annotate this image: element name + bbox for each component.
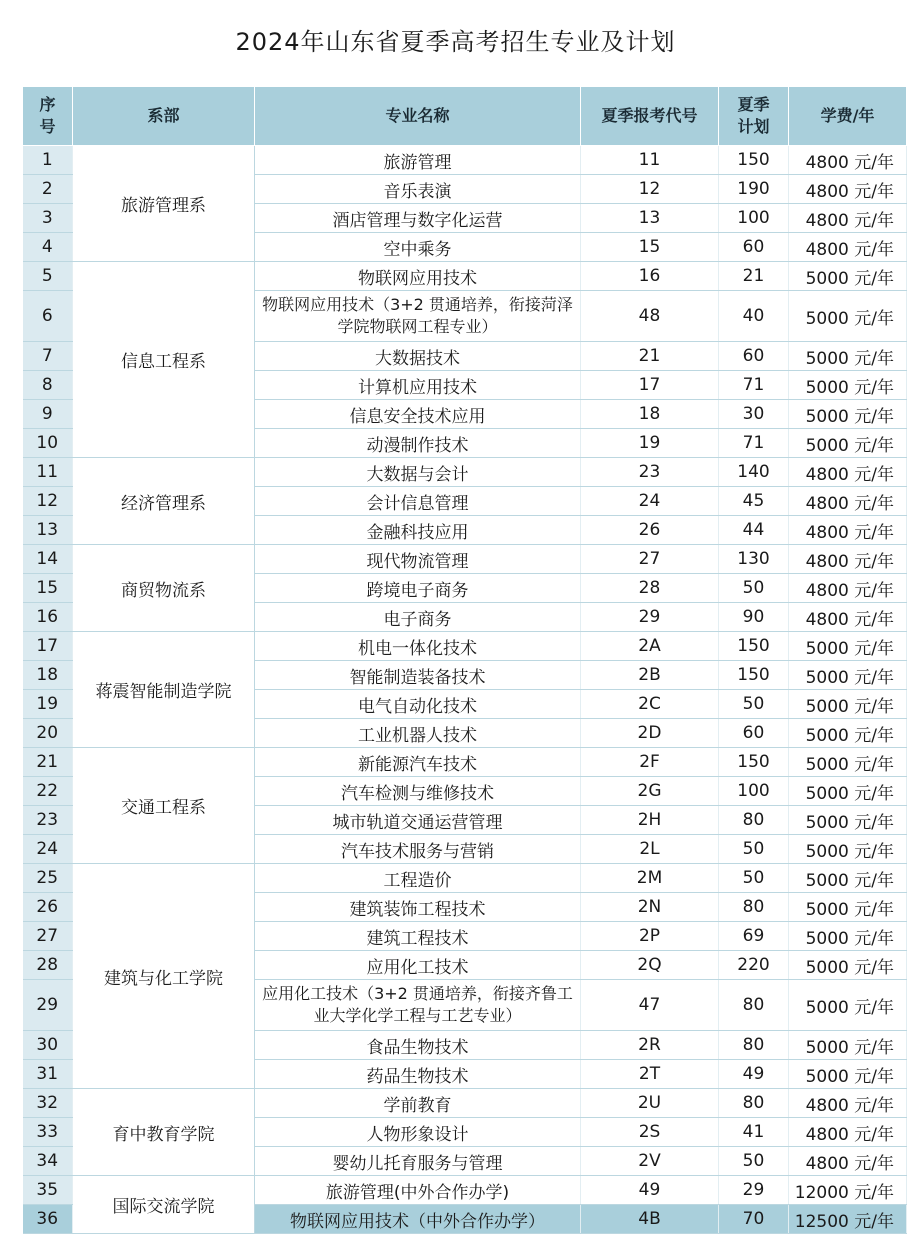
row-number: 24	[23, 835, 73, 864]
table-row	[23, 864, 907, 893]
exam-code: 2L	[581, 835, 719, 864]
plan-count: 140	[719, 458, 789, 487]
exam-code: 23	[581, 458, 719, 487]
major-name: 智能制造装备技术	[255, 661, 581, 690]
table-header-row	[23, 87, 907, 146]
tuition-fee: 4800 元/年	[789, 545, 907, 574]
row-number: 26	[23, 893, 73, 922]
major-name: 大数据与会计	[255, 458, 581, 487]
plan-count: 60	[719, 342, 789, 371]
exam-code: 17	[581, 371, 719, 400]
row-number: 23	[23, 806, 73, 835]
major-name: 新能源汽车技术	[255, 748, 581, 777]
tuition-fee: 4800 元/年	[789, 603, 907, 632]
row-number: 36	[23, 1205, 73, 1234]
tuition-fee: 5000 元/年	[789, 806, 907, 835]
header-code: 夏季报考代号	[581, 87, 719, 146]
plan-count: 100	[719, 204, 789, 233]
plan-count: 80	[719, 980, 789, 1031]
exam-code: 28	[581, 574, 719, 603]
tuition-fee: 5000 元/年	[789, 429, 907, 458]
tuition-fee: 5000 元/年	[789, 922, 907, 951]
major-name: 建筑装饰工程技术	[255, 893, 581, 922]
plan-count: 60	[719, 719, 789, 748]
plan-count: 50	[719, 835, 789, 864]
tuition-fee: 4800 元/年	[789, 175, 907, 204]
exam-code: 2N	[581, 893, 719, 922]
plan-count: 70	[719, 1205, 789, 1234]
row-number: 11	[23, 458, 73, 487]
plan-count: 50	[719, 1147, 789, 1176]
tuition-fee: 5000 元/年	[789, 1060, 907, 1089]
major-name: 电子商务	[255, 603, 581, 632]
tuition-fee: 5000 元/年	[789, 342, 907, 371]
major-name: 旅游管理(中外合作办学)	[255, 1176, 581, 1205]
plan-count: 100	[719, 777, 789, 806]
row-number: 31	[23, 1060, 73, 1089]
exam-code: 24	[581, 487, 719, 516]
tuition-fee: 5000 元/年	[789, 262, 907, 291]
plan-count: 80	[719, 806, 789, 835]
major-name: 物联网应用技术（3+2 贯通培养，衔接菏泽学院物联网工程专业）	[255, 291, 581, 342]
table-row	[23, 146, 907, 175]
tuition-fee: 5000 元/年	[789, 835, 907, 864]
department-cell: 信息工程系	[73, 262, 255, 458]
exam-code: 2U	[581, 1089, 719, 1118]
tuition-fee: 5000 元/年	[789, 661, 907, 690]
tuition-fee: 5000 元/年	[789, 719, 907, 748]
tuition-fee: 5000 元/年	[789, 980, 907, 1031]
tuition-fee: 5000 元/年	[789, 690, 907, 719]
row-number: 10	[23, 429, 73, 458]
plan-count: 21	[719, 262, 789, 291]
plan-count: 69	[719, 922, 789, 951]
major-name: 酒店管理与数字化运营	[255, 204, 581, 233]
row-number: 9	[23, 400, 73, 429]
row-number: 32	[23, 1089, 73, 1118]
department-cell: 交通工程系	[73, 748, 255, 864]
plan-count: 150	[719, 146, 789, 175]
exam-code: 26	[581, 516, 719, 545]
exam-code: 27	[581, 545, 719, 574]
major-name: 食品生物技术	[255, 1031, 581, 1060]
major-name: 音乐表演	[255, 175, 581, 204]
row-number: 13	[23, 516, 73, 545]
row-number: 22	[23, 777, 73, 806]
exam-code: 2C	[581, 690, 719, 719]
major-name: 人物形象设计	[255, 1118, 581, 1147]
table-body	[23, 146, 907, 1234]
exam-code: 2G	[581, 777, 719, 806]
table-row	[23, 545, 907, 574]
row-number: 12	[23, 487, 73, 516]
row-number: 6	[23, 291, 73, 342]
exam-code: 29	[581, 603, 719, 632]
row-number: 18	[23, 661, 73, 690]
department-cell: 国际交流学院	[73, 1176, 255, 1234]
exam-code: 2S	[581, 1118, 719, 1147]
exam-code: 2F	[581, 748, 719, 777]
plan-count: 220	[719, 951, 789, 980]
exam-code: 2B	[581, 661, 719, 690]
tuition-fee: 4800 元/年	[789, 1089, 907, 1118]
tuition-fee: 5000 元/年	[789, 864, 907, 893]
header-no: 序号	[23, 87, 73, 146]
plan-count: 90	[719, 603, 789, 632]
enrollment-table	[22, 86, 907, 1234]
tuition-fee: 12000 元/年	[789, 1176, 907, 1205]
row-number: 21	[23, 748, 73, 777]
tuition-fee: 5000 元/年	[789, 748, 907, 777]
row-number: 14	[23, 545, 73, 574]
major-name: 汽车技术服务与营销	[255, 835, 581, 864]
exam-code: 21	[581, 342, 719, 371]
plan-count: 50	[719, 574, 789, 603]
exam-code: 2P	[581, 922, 719, 951]
major-name: 学前教育	[255, 1089, 581, 1118]
row-number: 17	[23, 632, 73, 661]
major-name: 汽车检测与维修技术	[255, 777, 581, 806]
major-name: 会计信息管理	[255, 487, 581, 516]
plan-count: 80	[719, 893, 789, 922]
tuition-fee: 4800 元/年	[789, 516, 907, 545]
exam-code: 48	[581, 291, 719, 342]
tuition-fee: 5000 元/年	[789, 893, 907, 922]
major-name: 电气自动化技术	[255, 690, 581, 719]
plan-count: 71	[719, 429, 789, 458]
table-row	[23, 748, 907, 777]
major-name: 空中乘务	[255, 233, 581, 262]
major-name: 应用化工技术（3+2 贯通培养，衔接齐鲁工业大学化学工程与工艺专业）	[255, 980, 581, 1031]
header-fee: 学费/年	[789, 87, 907, 146]
tuition-fee: 4800 元/年	[789, 487, 907, 516]
exam-code: 2T	[581, 1060, 719, 1089]
tuition-fee: 5000 元/年	[789, 400, 907, 429]
tuition-fee: 5000 元/年	[789, 291, 907, 342]
row-number: 28	[23, 951, 73, 980]
plan-count: 71	[719, 371, 789, 400]
major-name: 大数据技术	[255, 342, 581, 371]
exam-code: 47	[581, 980, 719, 1031]
exam-code: 2V	[581, 1147, 719, 1176]
major-name: 计算机应用技术	[255, 371, 581, 400]
plan-count: 50	[719, 690, 789, 719]
tuition-fee: 5000 元/年	[789, 632, 907, 661]
tuition-fee: 5000 元/年	[789, 951, 907, 980]
tuition-fee: 12500 元/年	[789, 1205, 907, 1234]
major-name: 工业机器人技术	[255, 719, 581, 748]
plan-count: 150	[719, 748, 789, 777]
exam-code: 2M	[581, 864, 719, 893]
plan-count: 60	[719, 233, 789, 262]
plan-count: 80	[719, 1089, 789, 1118]
plan-count: 190	[719, 175, 789, 204]
major-name: 药品生物技术	[255, 1060, 581, 1089]
table-row	[23, 1089, 907, 1118]
exam-code: 4B	[581, 1205, 719, 1234]
plan-count: 45	[719, 487, 789, 516]
major-name: 信息安全技术应用	[255, 400, 581, 429]
plan-count: 130	[719, 545, 789, 574]
exam-code: 12	[581, 175, 719, 204]
exam-code: 15	[581, 233, 719, 262]
row-number: 30	[23, 1031, 73, 1060]
exam-code: 2A	[581, 632, 719, 661]
tuition-fee: 4800 元/年	[789, 146, 907, 175]
row-number: 20	[23, 719, 73, 748]
department-cell: 建筑与化工学院	[73, 864, 255, 1089]
department-cell: 育中教育学院	[73, 1089, 255, 1176]
major-name: 物联网应用技术（中外合作办学）	[255, 1205, 581, 1234]
major-name: 现代物流管理	[255, 545, 581, 574]
major-name: 应用化工技术	[255, 951, 581, 980]
department-cell: 经济管理系	[73, 458, 255, 545]
plan-count: 40	[719, 291, 789, 342]
major-name: 建筑工程技术	[255, 922, 581, 951]
major-name: 婴幼儿托育服务与管理	[255, 1147, 581, 1176]
tuition-fee: 4800 元/年	[789, 458, 907, 487]
row-number: 19	[23, 690, 73, 719]
exam-code: 13	[581, 204, 719, 233]
tuition-fee: 5000 元/年	[789, 777, 907, 806]
major-name: 金融科技应用	[255, 516, 581, 545]
plan-count: 80	[719, 1031, 789, 1060]
page-title: 2024年山东省夏季高考招生专业及计划	[235, 28, 676, 56]
row-number: 7	[23, 342, 73, 371]
plan-count: 29	[719, 1176, 789, 1205]
row-number: 8	[23, 371, 73, 400]
tuition-fee: 4800 元/年	[789, 204, 907, 233]
exam-code: 2Q	[581, 951, 719, 980]
row-number: 4	[23, 233, 73, 262]
row-number: 27	[23, 922, 73, 951]
table-row	[23, 262, 907, 291]
exam-code: 2R	[581, 1031, 719, 1060]
plan-count: 50	[719, 864, 789, 893]
major-name: 动漫制作技术	[255, 429, 581, 458]
department-cell: 商贸物流系	[73, 545, 255, 632]
table-row	[23, 632, 907, 661]
major-name: 旅游管理	[255, 146, 581, 175]
tuition-fee: 5000 元/年	[789, 371, 907, 400]
tuition-fee: 5000 元/年	[789, 1031, 907, 1060]
tuition-fee: 4800 元/年	[789, 574, 907, 603]
tuition-fee: 4800 元/年	[789, 1147, 907, 1176]
major-name: 跨境电子商务	[255, 574, 581, 603]
exam-code: 2D	[581, 719, 719, 748]
row-number: 33	[23, 1118, 73, 1147]
row-number: 5	[23, 262, 73, 291]
exam-code: 2H	[581, 806, 719, 835]
department-cell: 旅游管理系	[73, 146, 255, 262]
plan-count: 150	[719, 661, 789, 690]
row-number: 35	[23, 1176, 73, 1205]
plan-count: 150	[719, 632, 789, 661]
exam-code: 18	[581, 400, 719, 429]
row-number: 3	[23, 204, 73, 233]
exam-code: 11	[581, 146, 719, 175]
table-row	[23, 1176, 907, 1205]
row-number: 2	[23, 175, 73, 204]
major-name: 工程造价	[255, 864, 581, 893]
enrollment-table-container	[22, 86, 906, 1234]
major-name: 城市轨道交通运营管理	[255, 806, 581, 835]
row-number: 34	[23, 1147, 73, 1176]
exam-code: 16	[581, 262, 719, 291]
plan-count: 30	[719, 400, 789, 429]
header-plan: 夏季计划	[719, 87, 789, 146]
plan-count: 41	[719, 1118, 789, 1147]
plan-count: 44	[719, 516, 789, 545]
plan-count: 49	[719, 1060, 789, 1089]
exam-code: 49	[581, 1176, 719, 1205]
department-cell: 蒋震智能制造学院	[73, 632, 255, 748]
header-major: 专业名称	[255, 87, 581, 146]
header-dept: 系部	[73, 87, 255, 146]
major-name: 物联网应用技术	[255, 262, 581, 291]
row-number: 29	[23, 980, 73, 1031]
exam-code: 19	[581, 429, 719, 458]
row-number: 1	[23, 146, 73, 175]
major-name: 机电一体化技术	[255, 632, 581, 661]
row-number: 16	[23, 603, 73, 632]
tuition-fee: 4800 元/年	[789, 1118, 907, 1147]
row-number: 15	[23, 574, 73, 603]
table-row	[23, 458, 907, 487]
row-number: 25	[23, 864, 73, 893]
tuition-fee: 4800 元/年	[789, 233, 907, 262]
